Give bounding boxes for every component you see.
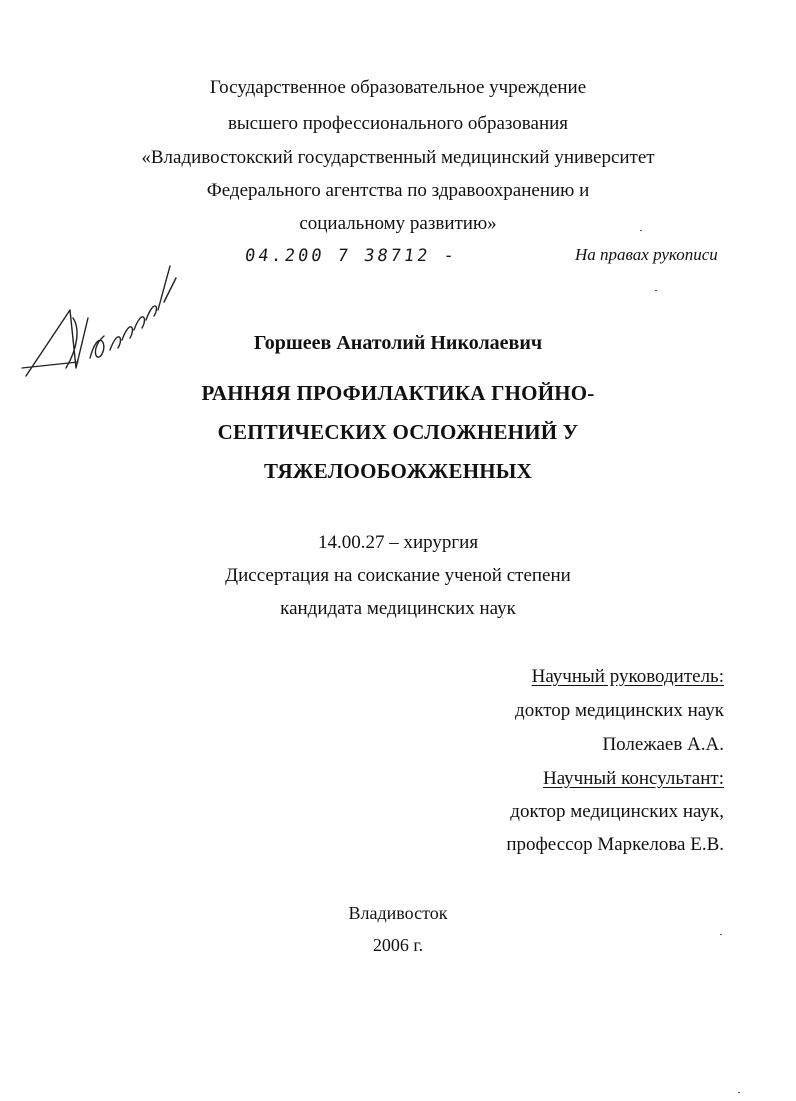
handwritten-signature: [18, 258, 188, 383]
title-line-2: СЕПТИЧЕСКИХ ОСЛОЖНЕНИЙ У: [217, 420, 579, 444]
scan-speck: [655, 290, 657, 291]
institution-line-4: Федерального агентства по здравоохранению и: [206, 180, 590, 201]
consultant-name: профессор Маркелова Е.В.: [506, 834, 724, 855]
city: Владивосток: [348, 903, 448, 923]
institution-line-3: «Владивостокский государственный медицинский университет: [141, 147, 655, 168]
year: 2006 г.: [372, 935, 424, 955]
rights-notice: На правах рукописи: [575, 245, 718, 264]
title-line-1: РАННЯЯ ПРОФИЛАКТИКА ГНОЙНО-: [201, 381, 595, 405]
supervisor-title: доктор медицинских наук: [515, 700, 724, 721]
degree-line-1: Диссертация на соискание ученой степени: [225, 565, 571, 586]
scan-speck: [640, 230, 642, 231]
registration-stamp-number: 04.200 7 38712 -: [243, 246, 459, 266]
degree-line-2: кандидата медицинских наук: [280, 598, 516, 619]
institution-line-2: высшего профессионального образования: [227, 113, 569, 134]
supervisor-heading: Научный руководитель:: [531, 666, 724, 687]
scan-speck: [720, 934, 722, 935]
title-line-3: ТЯЖЕЛООБОЖЖЕННЫХ: [264, 459, 532, 483]
consultant-title: доктор медицинских наук,: [510, 801, 724, 822]
consultant-heading: Научный консультант:: [542, 768, 724, 789]
institution-line-5: социальному развитию»: [299, 213, 497, 234]
author-name: Горшеев Анатолий Николаевич: [253, 332, 543, 354]
specialty-code: 14.00.27 – хирургия: [317, 532, 479, 553]
institution-line-1: Государственное образовательное учреждение: [209, 77, 587, 98]
supervisor-name: Полежаев А.А.: [602, 734, 724, 755]
scan-speck: [738, 1092, 740, 1093]
